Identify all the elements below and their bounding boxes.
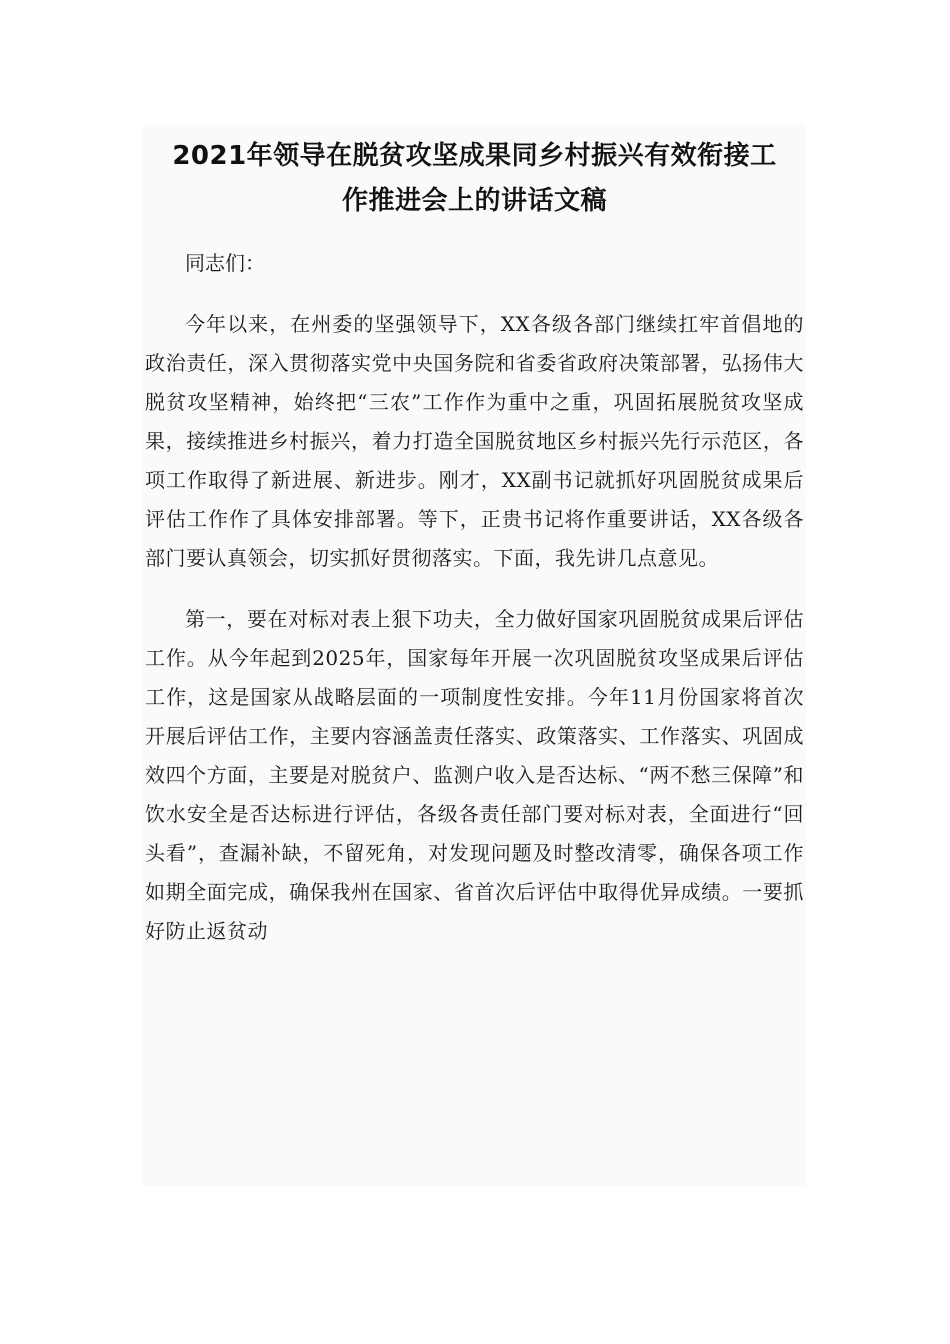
title-line-2: 作推进会上的讲话文稿 bbox=[341, 186, 607, 216]
paragraph-1: 今年以来，在州委的坚强领导下，XX各级各部门继续扛牢首倡地的政治责任，深入贯彻落实党中央国务院和省委省政府决策部署，弘扬伟大脱贫攻坚精神，始终把“三农”工作作为重中之重，巩固拓展脱贫攻坚成果，接续推进乡村振兴，着力打造全国脱贫地区乡村振兴先行示范区，各项工作取得了新进展、新进步。刚才，XX副书记就抓好巩固脱贫成果后评估工作作了具体安排部署。等下，正贵书记将作重要讲话，XX各级各部门要认真领会，切实抓好贯彻落实。下面，我先讲几点意见。 bbox=[145, 312, 804, 570]
salutation: 同志们： bbox=[185, 251, 265, 275]
document-body bbox=[145, 244, 804, 951]
title-line-1: 2021年领导在脱贫攻坚成果同乡村振兴有效衔接工 bbox=[172, 141, 777, 171]
paragraph-2: 第一，要在对标对表上狠下功夫，全力做好国家巩固脱贫成果后评估工作。从今年起到2025年，国家每年开展一次巩固脱贫攻坚成果后评估工作，这是国家从战略层面的一项制度性安排。今年11月份国家将首次开展后评估工作，主要内容涵盖责任落实、政策落实、工作落实、巩固成效四个方面，主要是对脱贫户、监测户收入是否达标、“两不愁三保障”和饮水安全是否达标进行评估，各级各责任部门要对标对表，全面进行“回头看”，查漏补缺，不留死角，对发现问题及时整改清零，确保各项工作如期全面完成，确保我州在国家、省首次后评估中取得优异成绩。一要抓好防止返贫动 bbox=[145, 607, 804, 943]
document-title bbox=[145, 134, 804, 224]
document-page bbox=[143, 124, 806, 1186]
